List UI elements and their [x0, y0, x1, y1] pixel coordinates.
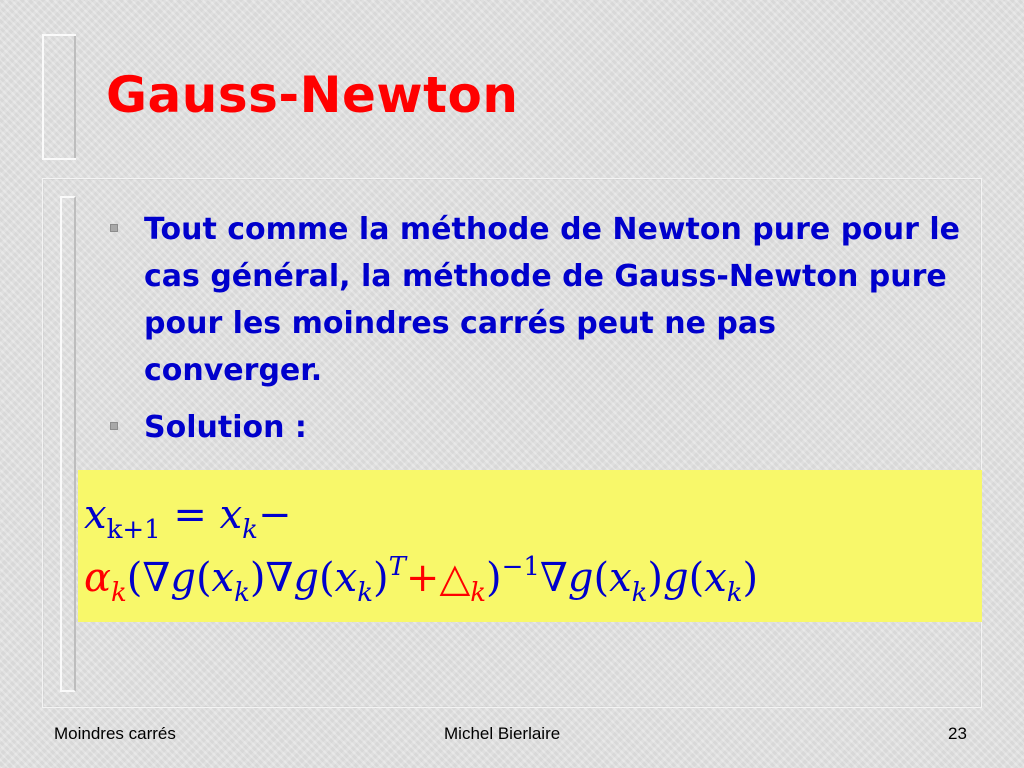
formula-subscript: k — [357, 578, 373, 608]
formula-symbol: x — [84, 492, 107, 538]
formula-symbol: x — [704, 555, 727, 601]
formula-symbol: g — [567, 555, 594, 601]
formula-superscript: T — [388, 552, 406, 582]
formula-subscript: k — [631, 578, 648, 608]
formula-nabla: ∇ — [142, 555, 171, 601]
formula-symbol: x — [609, 555, 632, 601]
bullet-square-icon — [110, 422, 118, 430]
slide-title: Gauss-Newton — [106, 66, 519, 124]
formula-symbol: ( — [319, 555, 335, 601]
formula-symbol: ) — [647, 555, 663, 601]
formula-symbol: x — [334, 555, 358, 601]
formula-subscript: k — [470, 578, 486, 608]
formula-highlight-box — [78, 470, 982, 622]
formula-symbol: ( — [593, 555, 610, 601]
formula-subscript: k+1 — [106, 515, 161, 545]
formula-alpha: α — [84, 555, 112, 601]
formula-symbol: ( — [126, 555, 143, 601]
formula-symbol: g — [663, 555, 689, 601]
formula-subscript: k — [234, 578, 250, 608]
formula-line-1 — [84, 492, 291, 545]
formula-symbol: = — [160, 492, 220, 538]
footer-author: Michel Bierlaire — [444, 724, 561, 743]
formula-symbol: ( — [688, 555, 705, 601]
bullet-text: Solution : — [144, 410, 307, 445]
formula-subscript: k — [726, 578, 743, 608]
bullet-text: Tout comme la méthode de Newton pure pour le cas général, la méthode de Gauss-Newton pure pour les moindres carrés peut ne pas converger. — [144, 212, 961, 388]
formula-symbol: ) — [372, 555, 389, 601]
bullet-square-icon — [110, 224, 118, 232]
formula-symbol: x — [211, 555, 235, 601]
formula-plus: + — [405, 555, 440, 601]
formula-nabla: ∇ — [539, 555, 568, 601]
formula-superscript: −1 — [501, 552, 540, 582]
formula-subscript: k — [242, 515, 258, 545]
bullet-item — [104, 404, 964, 451]
formula-symbol: g — [170, 555, 196, 601]
formula-symbol: − — [257, 492, 292, 538]
left-rail-decoration — [60, 196, 76, 692]
formula-symbol: ) — [249, 555, 266, 601]
formula-symbol: x — [219, 492, 243, 538]
footer-course-title: Moindres carrés — [54, 724, 176, 743]
formula-symbol: g — [293, 555, 320, 601]
formula-symbol: ) — [742, 555, 759, 601]
title-frame-decoration — [42, 34, 76, 160]
formula-subscript: k — [111, 578, 127, 608]
footer-page-number: 23 — [948, 724, 967, 743]
formula-symbol: ) — [485, 555, 502, 601]
formula-delta: △ — [439, 555, 471, 601]
formula-symbol: ( — [195, 555, 212, 601]
bullet-list — [104, 206, 964, 461]
formula-nabla: ∇ — [265, 555, 294, 601]
formula-line-2 — [84, 552, 758, 608]
bullet-item — [104, 206, 964, 394]
